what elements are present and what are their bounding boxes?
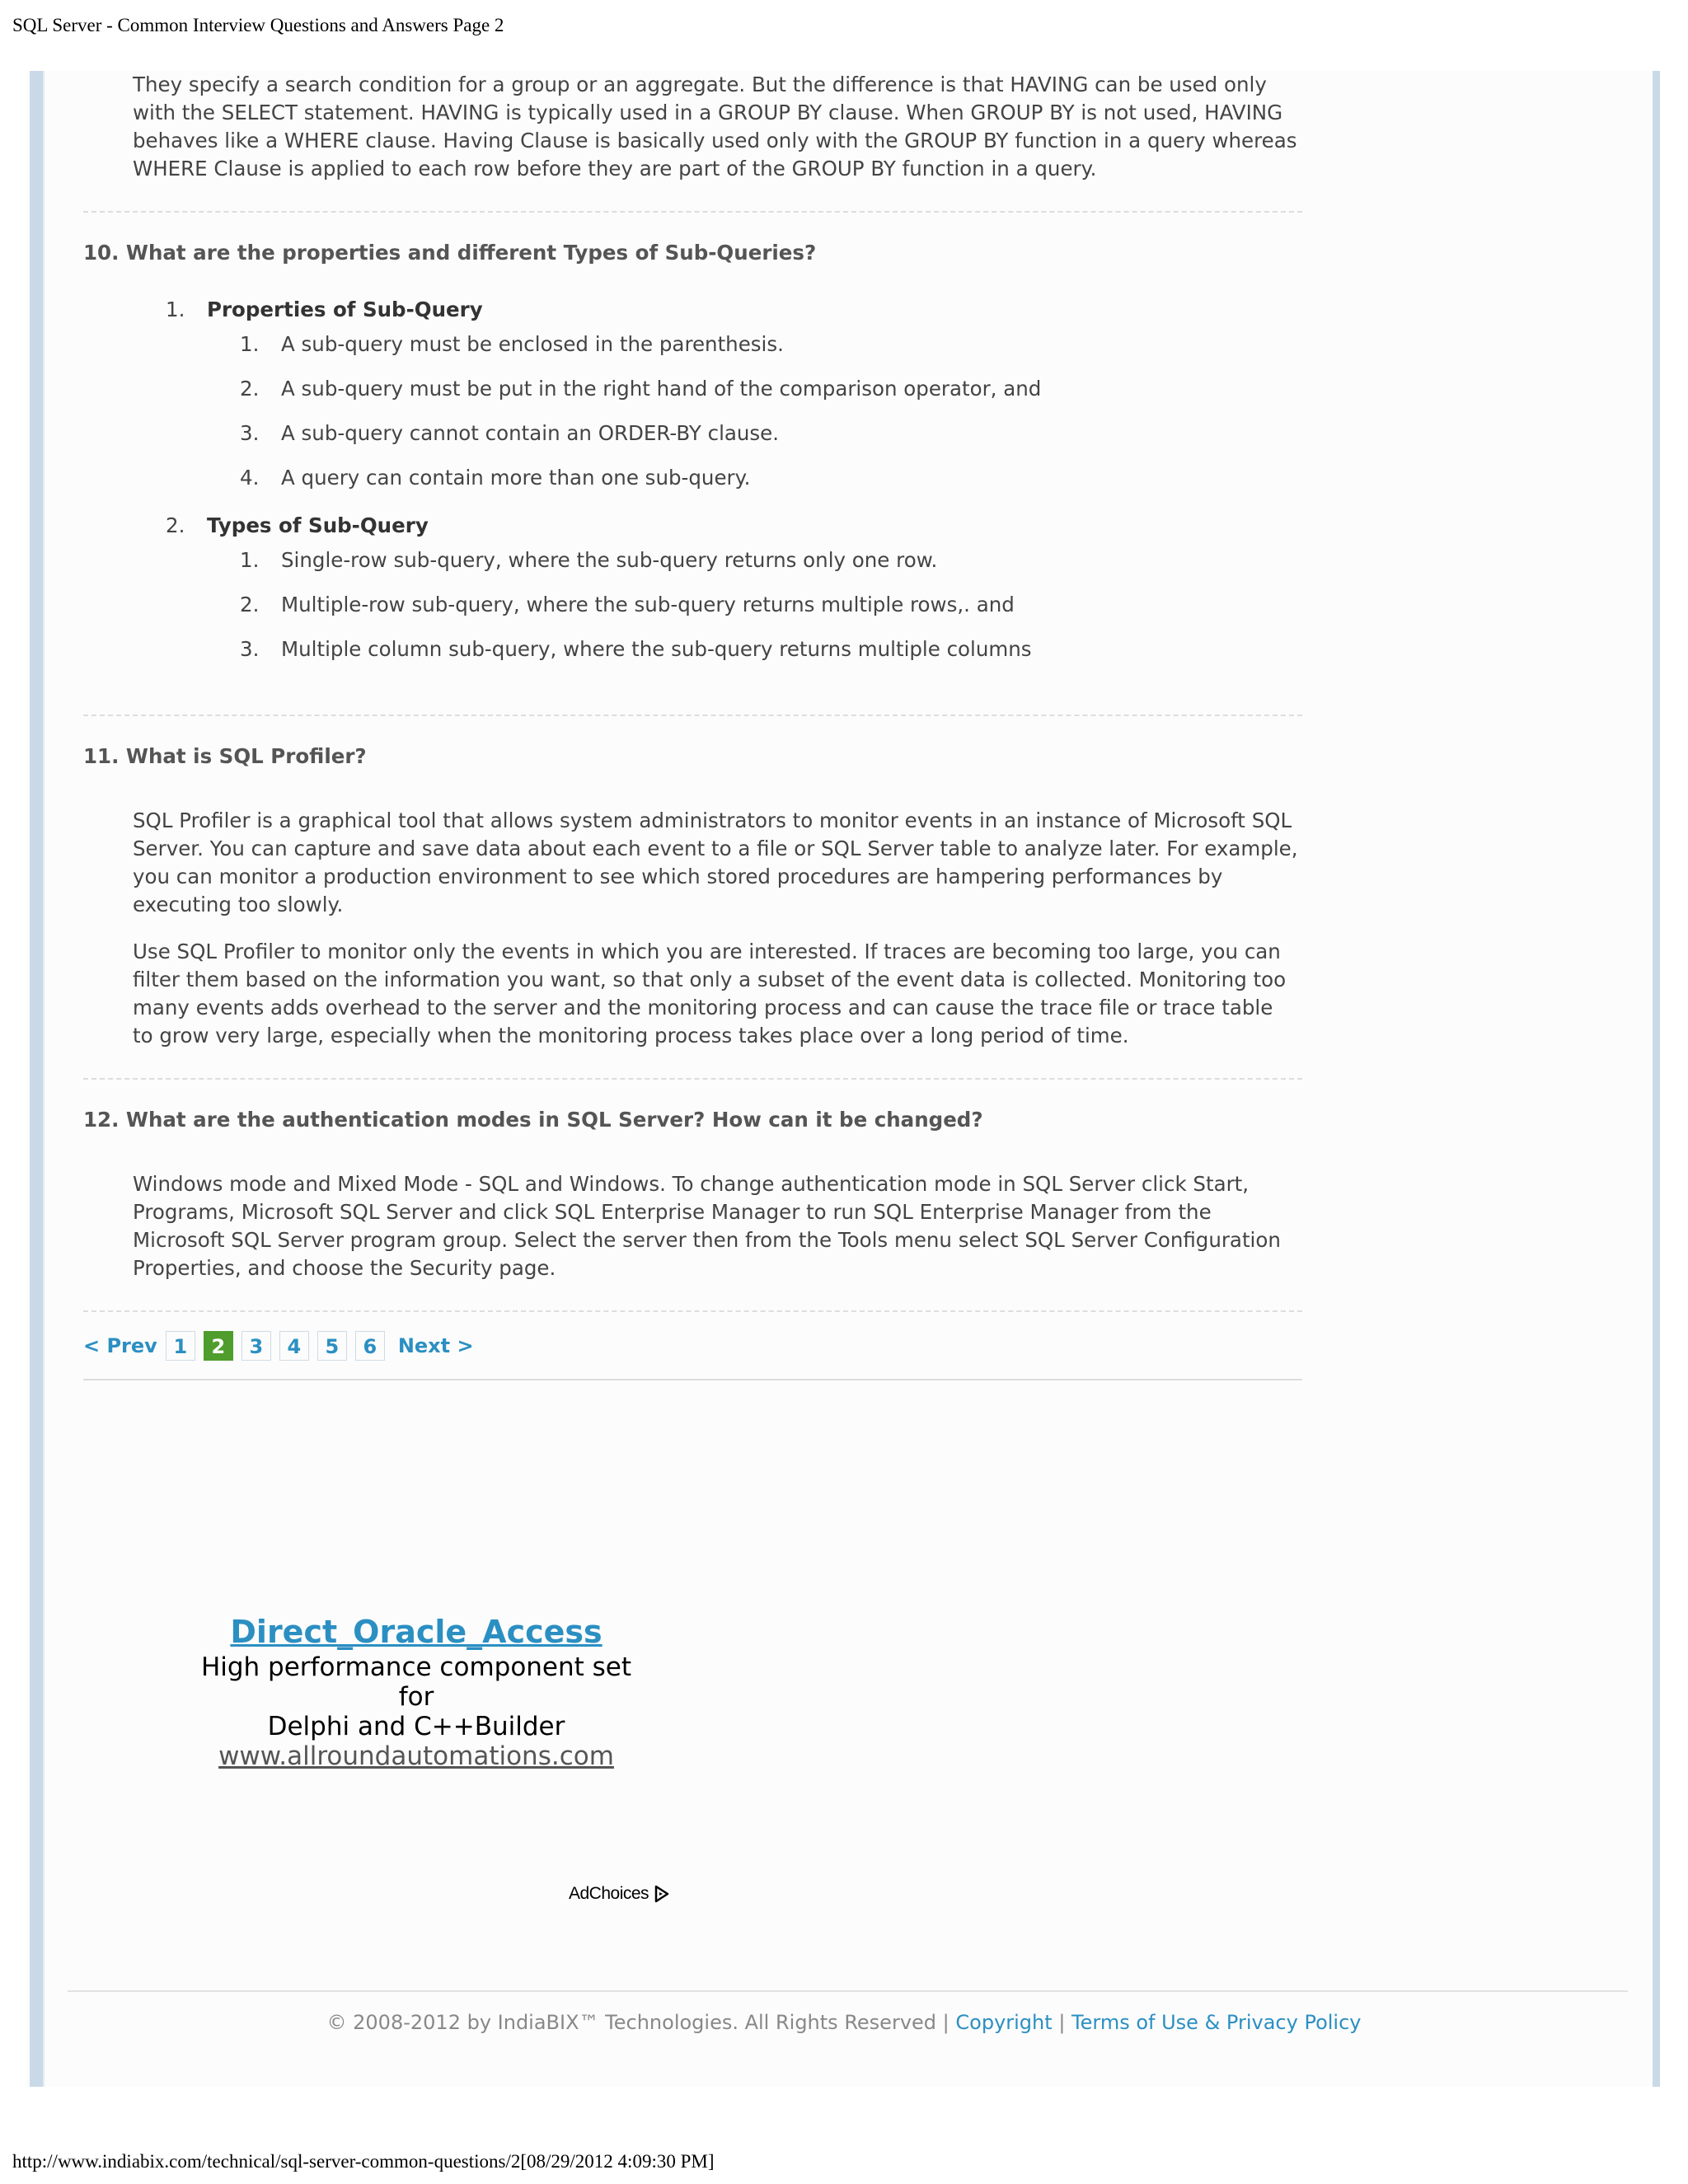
item-text: A sub-query cannot contain an ORDER-BY clause. (281, 421, 780, 445)
question-10: 10. What are the properties and different Types of Sub-Queries? (83, 241, 817, 265)
outer-number: 2. (166, 513, 185, 537)
page-link-1[interactable]: 1 (166, 1331, 195, 1361)
list-item (83, 546, 1302, 574)
list-item (83, 419, 1302, 448)
adchoices-link[interactable] (569, 1884, 670, 1904)
types-list (207, 546, 1302, 663)
page-link-4[interactable]: 4 (279, 1331, 309, 1361)
list-item (83, 375, 1302, 403)
item-text: A query can contain more than one sub-query. (281, 466, 751, 490)
q12-answer-text: Windows mode and Mixed Mode - SQL and Windows. To change authentication mode in SQL Server click Start, Programs, Microsoft SQL Server and click SQL Enterprise Manager to run SQL Enterprise Manager from the Microsoft SQL Server program group. Select the server then from the Tools menu select SQL Server Configuration Properties, and choose the Security page. (133, 1172, 1281, 1280)
list-item (83, 635, 1302, 663)
list-item (83, 591, 1302, 619)
ad-description-line-1: High performance component set for (200, 1652, 632, 1712)
item-number: 2. (240, 377, 260, 401)
item-number: 3. (240, 421, 260, 445)
print-footer-url: http://www.indiabix.com/technical/sql-server-common-questions/2[08/29/2012 4:09:30 PM] (12, 2151, 715, 2172)
content-bottom-rule (83, 1379, 1302, 1380)
footer-separator: | (1058, 2011, 1066, 2034)
properties-title: Properties of Sub-Query (207, 298, 483, 321)
ad-description-line-2: Delphi and C++Builder (267, 1712, 565, 1741)
ad-title-link[interactable]: Direct_Oracle_Access (230, 1614, 603, 1650)
ad-url-link[interactable]: www.allroundautomations.com (218, 1741, 614, 1771)
list-item (83, 330, 1302, 359)
question-11: 11. What is SQL Profiler? (83, 744, 367, 768)
pagination (83, 1329, 1302, 1362)
item-text: Multiple-row sub-query, where the sub-query returns multiple rows,. and (281, 593, 1015, 616)
footer-separator: | (942, 2011, 950, 2034)
q9-answer-text: They specify a search condition for a group or an aggregate. But the difference is that HAVING can be used only with the SELECT statement. HAVING is typically used in a GROUP BY clause. When GROUP BY is not used, HAVING behaves like a WHERE clause. Having Clause is basically used only with the GROUP BY function in a query whereas WHERE Clause is applied to each row before they are part of the GROUP BY function in a query. (133, 73, 1297, 180)
copyright-text: © 2008-2012 by IndiaBIX™ Technologies. All Rights Reserved (326, 2011, 937, 2034)
adchoices-icon (654, 1885, 670, 1903)
question-12: 12. What are the authentication modes in SQL Server? How can it be changed? (83, 1108, 983, 1132)
properties-list (207, 330, 1302, 492)
main-content (83, 71, 1302, 1380)
left-side-bar-line (43, 71, 45, 2087)
list-item-properties (83, 296, 1302, 492)
right-side-bar (1653, 71, 1660, 2087)
item-number: 2. (240, 593, 260, 616)
item-text: A sub-query must be enclosed in the parenthesis. (281, 332, 784, 356)
copyright-link[interactable]: Copyright (955, 2011, 1053, 2034)
site-footer (0, 2011, 1688, 2034)
q11-paragraph-2: Use SQL Profiler to monitor only the events in which you are interested. If traces are becoming too large, you can filter them based on the information you want, so that only a subset of the event data is collected. Monitoring too many events adds overhead to the server and the monitoring process and can cause the trace file or trace table to grow very large, especially when the monitoring process takes place over a long period of time. (133, 940, 1287, 1047)
item-number: 1. (240, 548, 260, 572)
page-link-6[interactable]: 6 (355, 1331, 385, 1361)
list-item-types (83, 512, 1302, 663)
q11-paragraph-1: SQL Profiler is a graphical tool that allows system administrators to monitor events in an instance of Microsoft SQL Server. You can capture and save data about each event to a file or SQL Server table to analyze later. For example, you can monitor a production environment to see which stored procedures are hampering performances by executing too slowly. (133, 808, 1298, 916)
q12-answer (83, 1170, 1302, 1282)
list-item (83, 464, 1302, 492)
page-link-3[interactable]: 3 (241, 1331, 271, 1361)
item-number: 3. (240, 637, 260, 661)
q9-answer (83, 71, 1302, 183)
page-link-5[interactable]: 5 (317, 1331, 347, 1361)
item-text: Multiple column sub-query, where the sub-query returns multiple columns (281, 637, 1032, 661)
prev-page-link[interactable]: < Prev (83, 1334, 157, 1357)
left-side-bar (30, 71, 43, 2087)
item-text: Single-row sub-query, where the sub-query returns only one row. (281, 548, 938, 572)
adchoices-label: AdChoices (569, 1884, 649, 1903)
q11-answer (83, 807, 1302, 1050)
footer-rule (68, 1990, 1628, 1992)
types-title: Types of Sub-Query (207, 513, 429, 537)
item-text: A sub-query must be put in the right hand of the comparison operator, and (281, 377, 1042, 401)
subquery-outer-list (83, 296, 1302, 663)
next-page-link[interactable]: Next > (397, 1334, 474, 1357)
terms-privacy-link[interactable]: Terms of Use & Privacy Policy (1071, 2011, 1362, 2034)
outer-number: 1. (166, 298, 185, 321)
item-number: 4. (240, 466, 260, 490)
advertisement (181, 1611, 651, 1771)
page-link-2-current[interactable]: 2 (204, 1331, 233, 1361)
print-header: SQL Server - Common Interview Questions and Answers Page 2 (12, 15, 504, 35)
item-number: 1. (240, 332, 260, 356)
